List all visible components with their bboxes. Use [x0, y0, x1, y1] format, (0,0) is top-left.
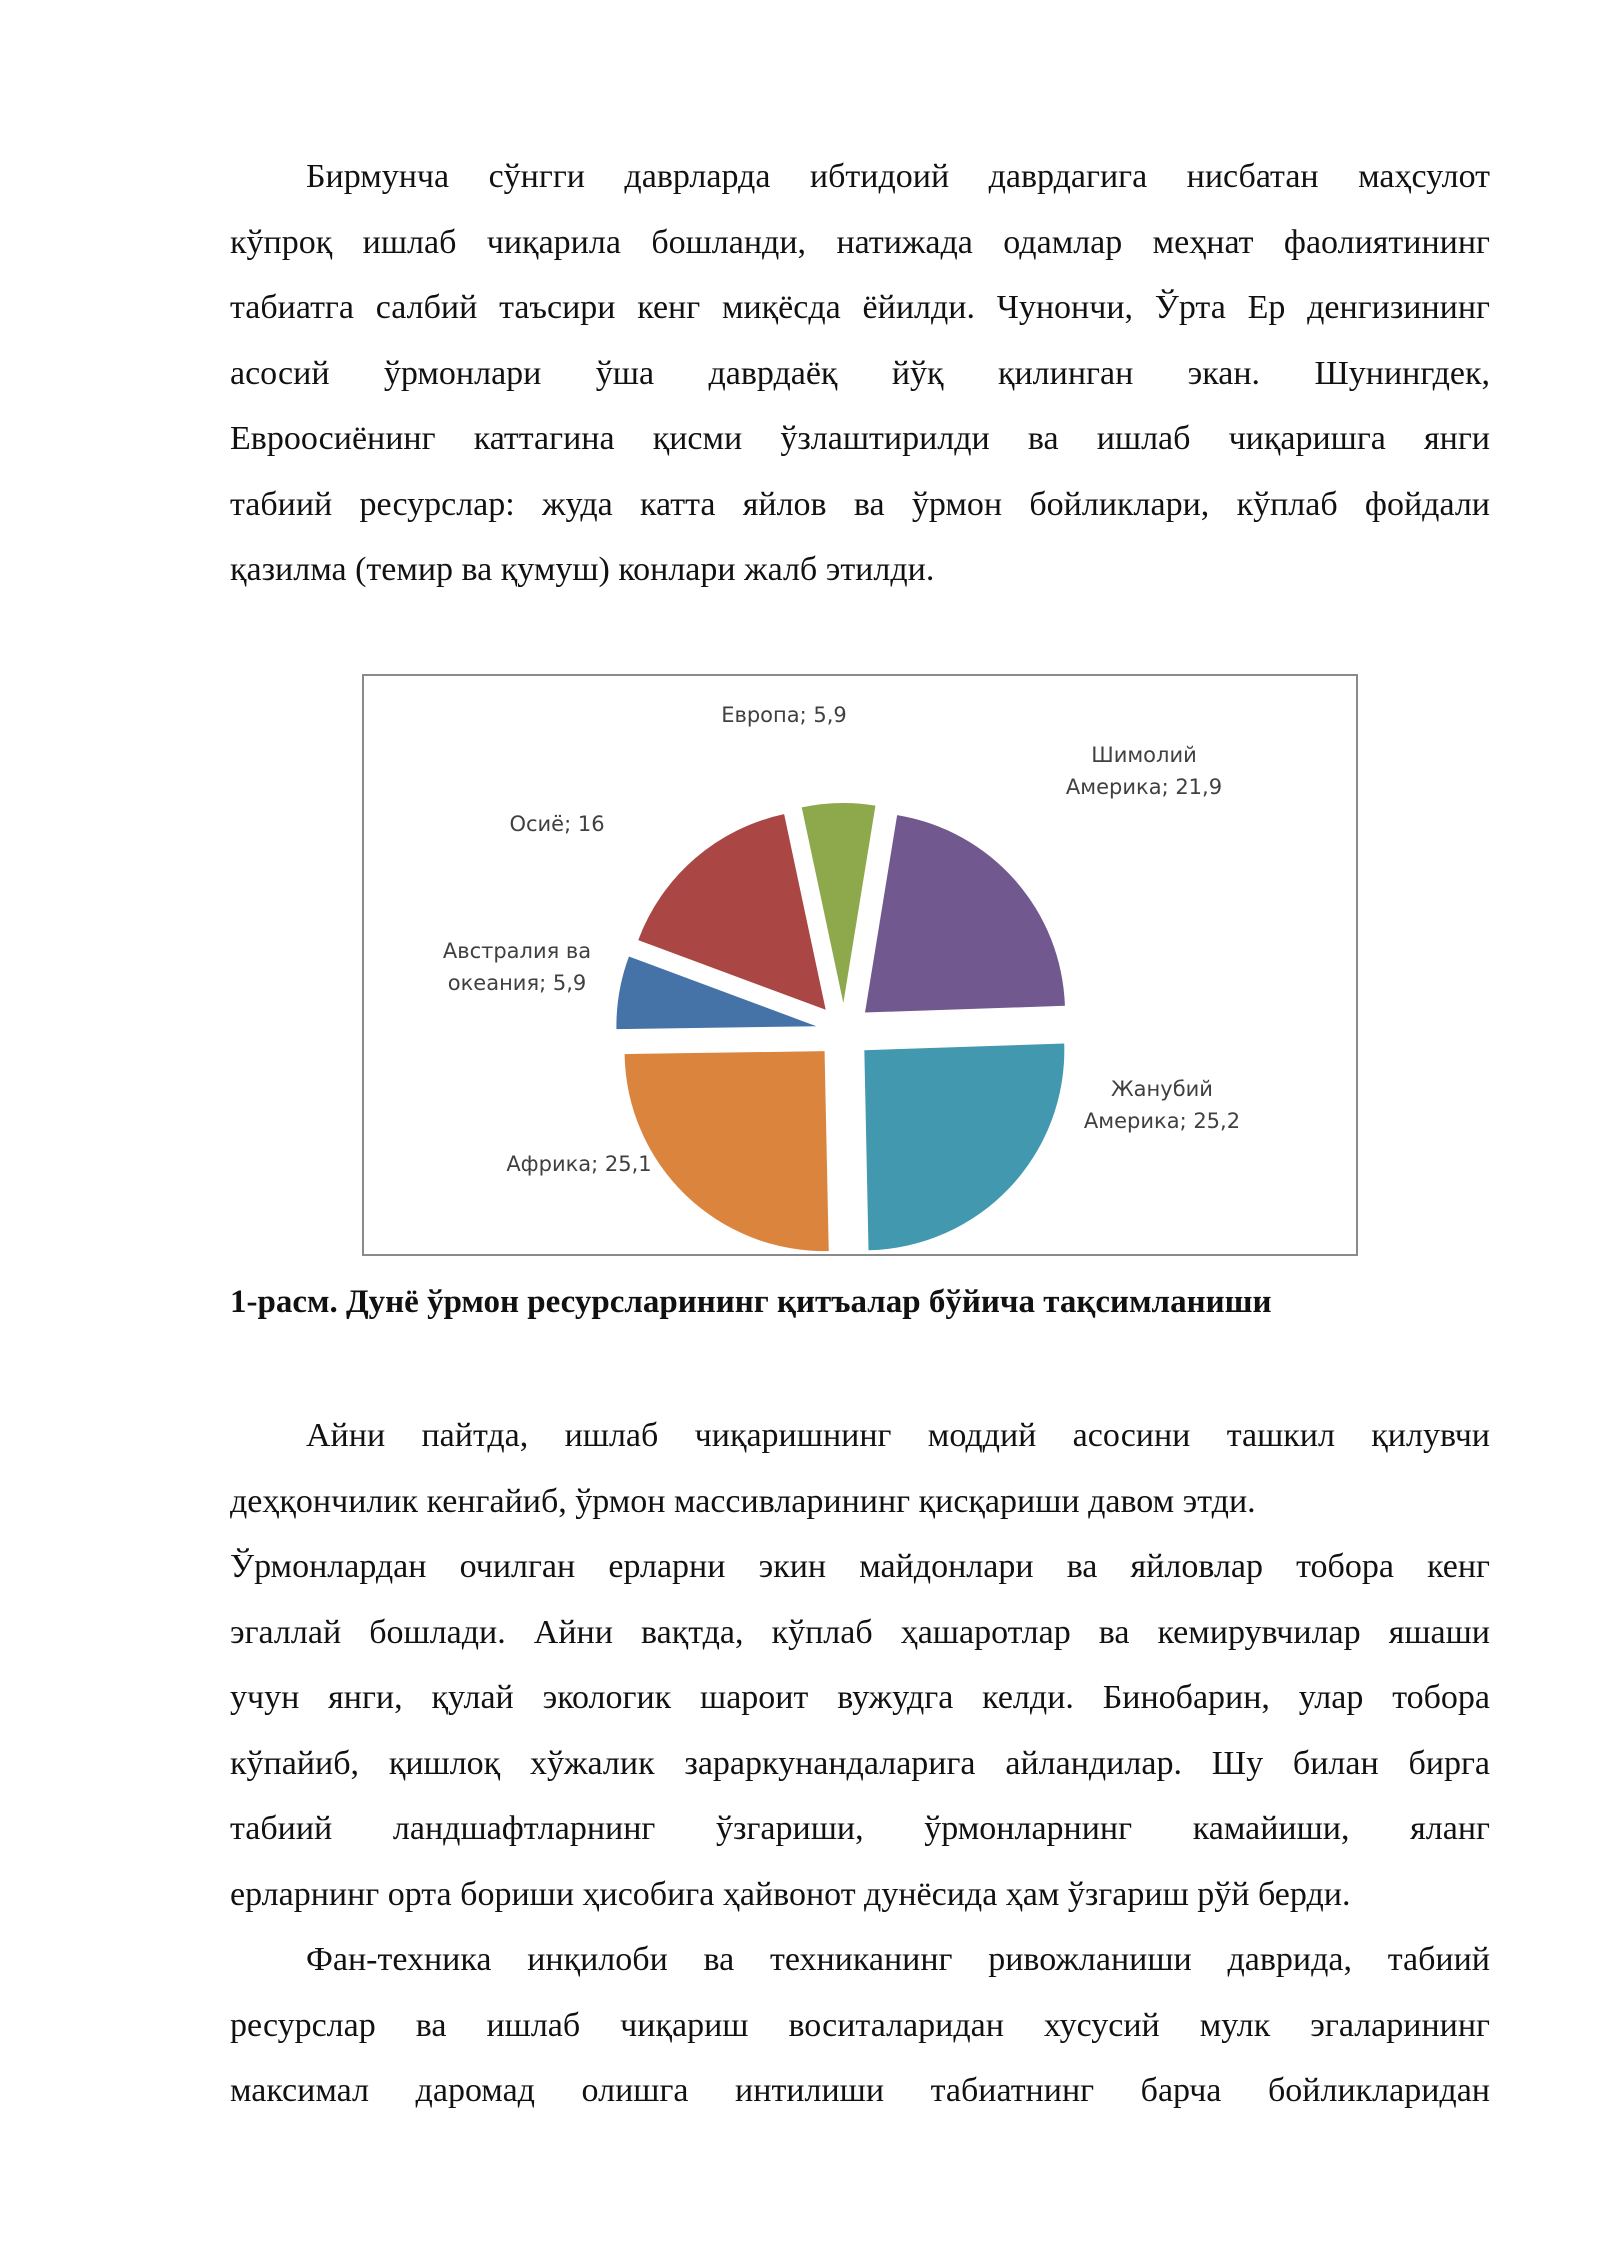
pie-slice-3 — [864, 1044, 1064, 1251]
text-line: кўпроқ ишлаб чиқарила бошланди, натижада одамлар меҳнат фаолиятининг — [230, 223, 1490, 261]
pie-slice-label: Австралия ва океания; 5,9 — [442, 939, 592, 995]
paragraph-2 — [230, 1403, 1490, 1927]
paragraph-3 — [230, 1927, 1490, 2124]
text-line: учун янги, қулай экологик шароит вужудга келди. Бинобарин, улар тобора — [230, 1679, 1490, 1716]
text-line: ресурслар ва ишлаб чиқариш воситаларидан хусусий мулк эгаларининг — [230, 2006, 1490, 2044]
pie-chart — [364, 676, 1356, 1254]
text-line: табиий ресурслар: жуда катта яйлов ва ўрмон бойликлари, кўплаб фойдали — [230, 485, 1490, 523]
paragraph-1 — [230, 144, 1490, 603]
pie-slice-label: Осиё; 16 — [509, 812, 605, 836]
text-line: деҳқончилик кенгайиб, ўрмон массивларининг қисқариши давом этди. — [230, 1482, 1256, 1520]
pie-slice-label: Шимолий Америка; 21,9 — [1065, 743, 1223, 799]
text-line: Бирмунча сўнгги даврларда ибтидоий даврдагига нисбатан маҳсулот — [306, 158, 1490, 195]
pie-slice-4 — [625, 1051, 829, 1251]
text-line: Фан-техника инқилоби ва техниканинг ривожланиши даврида, табиий — [306, 1941, 1490, 1978]
text-line: эгаллай бошлади. Айни вақтда, кўплаб ҳашаротлар ва кемирувчилар яшаши — [230, 1613, 1490, 1651]
text-line: Айни пайтда, ишлаб чиқаришнинг моддий асосини ташкил қилувчи — [306, 1417, 1490, 1454]
figure-caption: 1-расм. Дунё ўрмон ресурсларининг қитъалар бўйича тақсимланиши — [230, 1284, 1272, 1320]
text-line: кўпайиб, қишлоқ хўжалик зараркунандаларига айландилар. Шу билан бирга — [230, 1744, 1490, 1782]
pie-slice-2 — [865, 815, 1065, 1012]
pie-slice-label: Африка; 25,1 — [506, 1152, 652, 1176]
text-line: Ўрмонлардан очилган ерларни экин майдонлари ва яйловлар тобора кенг — [230, 1548, 1490, 1585]
text-line: Евроосиёнинг каттагина қисми ўзлаштирилди ва ишлаб чиқаришга янги — [230, 420, 1490, 457]
text-line: асосий ўрмонлари ўша даврдаёқ йўқ қилинган экан. Шунингдек, — [230, 354, 1490, 392]
pie-chart-figure — [362, 674, 1358, 1256]
pie-slice-label: Европа; 5,9 — [721, 703, 847, 727]
text-line: табиий ландшафтларнинг ўзгариши, ўрмонларнинг камайиши, яланг — [230, 1810, 1490, 1847]
text-line: максимал даромад олишга интилиши табиатнинг барча бойликларидан — [230, 2072, 1490, 2109]
text-line: қазилма (темир ва қумуш) конлари жалб этилди. — [230, 551, 935, 588]
text-line: ерларнинг орта бориши ҳисобига ҳайвонот дунёсида ҳам ўзгариш рўй берди. — [230, 1875, 1351, 1913]
pie-slice-label: Жанубий Америка; 25,2 — [1083, 1077, 1241, 1133]
text-line: табиатга салбий таъсири кенг миқёсда ёйилди. Чунончи, Ўрта Ер денгизининг — [230, 289, 1490, 326]
